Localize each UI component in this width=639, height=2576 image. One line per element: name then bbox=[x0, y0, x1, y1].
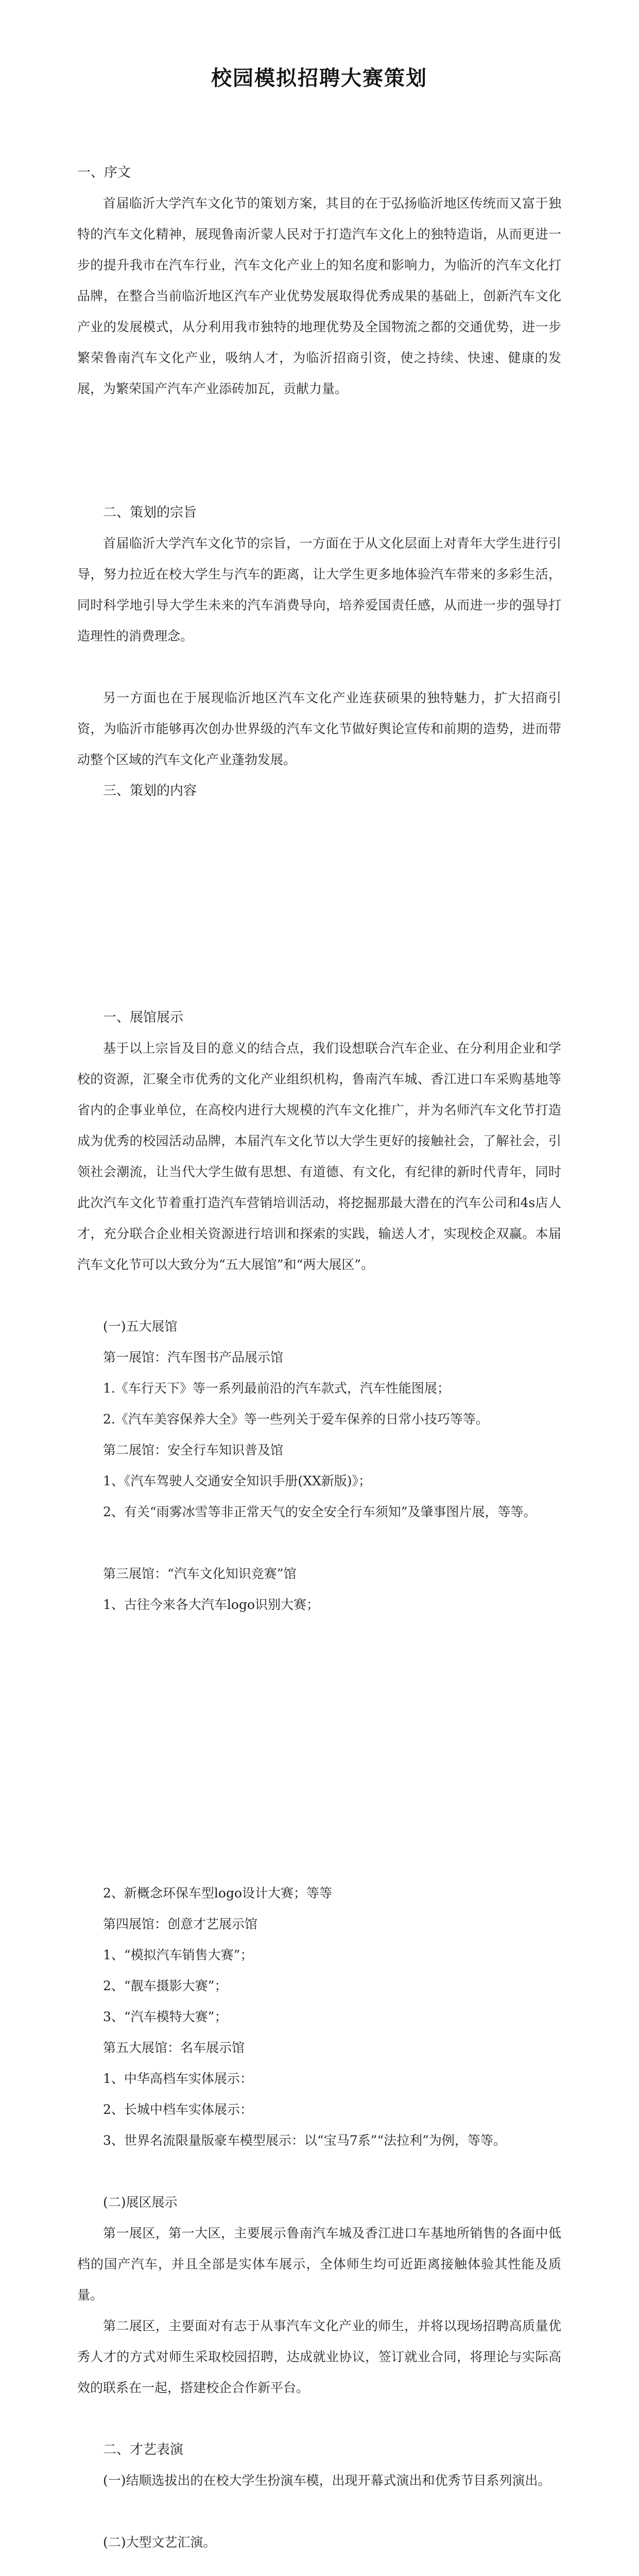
hall1-item-1: 1.《车行天下》等一系列最前沿的汽车款式，汽车性能图展； bbox=[103, 1381, 450, 1396]
talent-item-1: (一)结顺选拔出的在校大学生扮演车模，出现开幕式演出和优秀节目系列演出。 bbox=[103, 2473, 551, 2488]
hall2-item-2: 2、有关“雨雾冰雪等非正常天气的安全安全行车须知”及肇事图片展，等等。 bbox=[103, 1504, 537, 1519]
exhibition-paragraph: 基于以上宗旨及目的意义的结合点，我们设想联合汽车企业、在分利用企业和学校的资源，汇聚全市优秀的文化产业组织机构，鲁南汽车城、香江进口车采购基地等省内的企事业单位，在高校内进行大规模的汽车文化推广，并为名师汽车文化节打造成为优秀的校园活动品牌，本届汽车文化节以大学生更好的接触社会，了解社会，引领社会潮流，让当代大学生做有思想、有道德、有文化，有纪律的新时代青年，同时此次汽车文化节着重打造汽车营销培训活动，将挖掘那最大潜在的汽车公司和4s店人才，充分联合企业相关资源进行培训和探索的实践，输送人才，实现校企双赢。本届汽车文化节可以大致分为“五大展馆”和“两大展区”。 bbox=[77, 1041, 561, 1272]
hall4-item-2: 2、“靓车摄影大赛”； bbox=[103, 1978, 228, 1993]
section-heading-talent: 二、才艺表演 bbox=[103, 2442, 184, 2458]
hall4-item-3: 3、“汽车模特大赛”； bbox=[103, 2009, 228, 2024]
preface-paragraph: 首届临沂大学汽车文化节的策划方案，其目的在于弘扬临沂地区传统而又富于独特的汽车文化精神，展现鲁南沂蒙人民对于打造汽车文化上的独特造诣，从而更进一步的提升我市在汽车行业，汽车文化产业上的知名度和影响力，为临沂的汽车文化打品牌，在整合当前临沂地区汽车产业优势发展取得优秀成果的基础上，创新汽车文化产业的发展模式，从分利用我市独特的地理优势及全国物流之都的交通优势，进一步繁荣鲁南汽车文化产业，吸纳人才，为临沂招商引资，使之持续、快速、健康的发展，为繁荣国产汽车产业添砖加瓦，贡献力量。 bbox=[77, 196, 561, 396]
hall2-title: 第二展馆：安全行车知识普及馆 bbox=[103, 1443, 284, 1458]
hall5-item-3: 3、世界名流限量版豪车模型展示：以“宝马7系”“法拉利”为例，等等。 bbox=[103, 2133, 506, 2148]
zones-heading: (二)展区展示 bbox=[103, 2195, 178, 2210]
hall4-title: 第四展馆：创意才艺展示馆 bbox=[103, 1917, 258, 1931]
hall3-item-2: 2、新概念环保车型logo设计大赛；等等 bbox=[103, 1886, 333, 1901]
hall4-item-1: 1、“模拟汽车销售大赛”； bbox=[103, 1947, 253, 1962]
hall5-item-2: 2、长城中档车实体展示： bbox=[103, 2102, 253, 2117]
section-heading-purpose: 二、策划的宗旨 bbox=[103, 505, 197, 520]
hall2-item-1: 1、《汽车驾驶人交通安全知识手册(XX新版)》； bbox=[103, 1473, 372, 1488]
halls-heading: (一)五大展馆 bbox=[103, 1319, 178, 1334]
hall3-title: 第三展馆：“汽车文化知识竞赛”馆 bbox=[103, 1566, 297, 1581]
section-heading-exhibition: 一、展馆展示 bbox=[103, 1010, 184, 1025]
hall5-title: 第五大展馆：名车展示馆 bbox=[103, 2040, 245, 2055]
purpose-paragraph-1: 首届临沂大学汽车文化节的宗旨，一方面在于从文化层面上对青年大学生进行引导，努力拉近在校大学生与汽车的距离，让大学生更多地体验汽车带来的多彩生活，同时科学地引导大学生未来的汽车消费导向，培养爱国责任感，从而进一步的强导打造理性的消费理念。 bbox=[77, 536, 561, 643]
talent-item-2: (二)大型文艺汇演。 bbox=[103, 2535, 216, 2550]
zone-2-paragraph: 第二展区，主要面对有志于从事汽车文化产业的师生，并将以现场招聘高质量优秀人才的方式对师生采取校园招聘，达成就业协议，签订就业合同，将理论与实际高效的联系在一起，搭建校企合作新平台。 bbox=[77, 2318, 561, 2395]
hall1-title: 第一展馆：汽车图书产品展示馆 bbox=[103, 1350, 284, 1365]
hall3-item-1: 1、古往今来各大汽车logo识别大赛； bbox=[103, 1597, 320, 1612]
zone-1-paragraph: 第一展区，第一大区，主要展示鲁南汽车城及香江进口车基地所销售的各面中低档的国产汽车，并且全部是实体车展示，全体师生均可近距离接触体验其性能及质量。 bbox=[77, 2226, 561, 2302]
section-heading-content: 三、策划的内容 bbox=[103, 783, 197, 799]
hall1-item-2: 2.《汽车美容保养大全》等一些列关于爱车保养的日常小技巧等等。 bbox=[103, 1412, 489, 1427]
section-heading-preface: 一、序文 bbox=[77, 165, 131, 180]
purpose-paragraph-2: 另一方面也在于展现临沂地区汽车文化产业连获硕果的独特魅力，扩大招商引资，为临沂市能够再次创办世界级的汽车文化节做好舆论宣传和前期的造势，进而带动整个区域的汽车文化产业蓬勃发展。 bbox=[77, 690, 561, 767]
hall5-item-1: 1、中华高档车实体展示： bbox=[103, 2071, 253, 2086]
page-title: 校园模拟招聘大赛策划 bbox=[211, 66, 427, 90]
